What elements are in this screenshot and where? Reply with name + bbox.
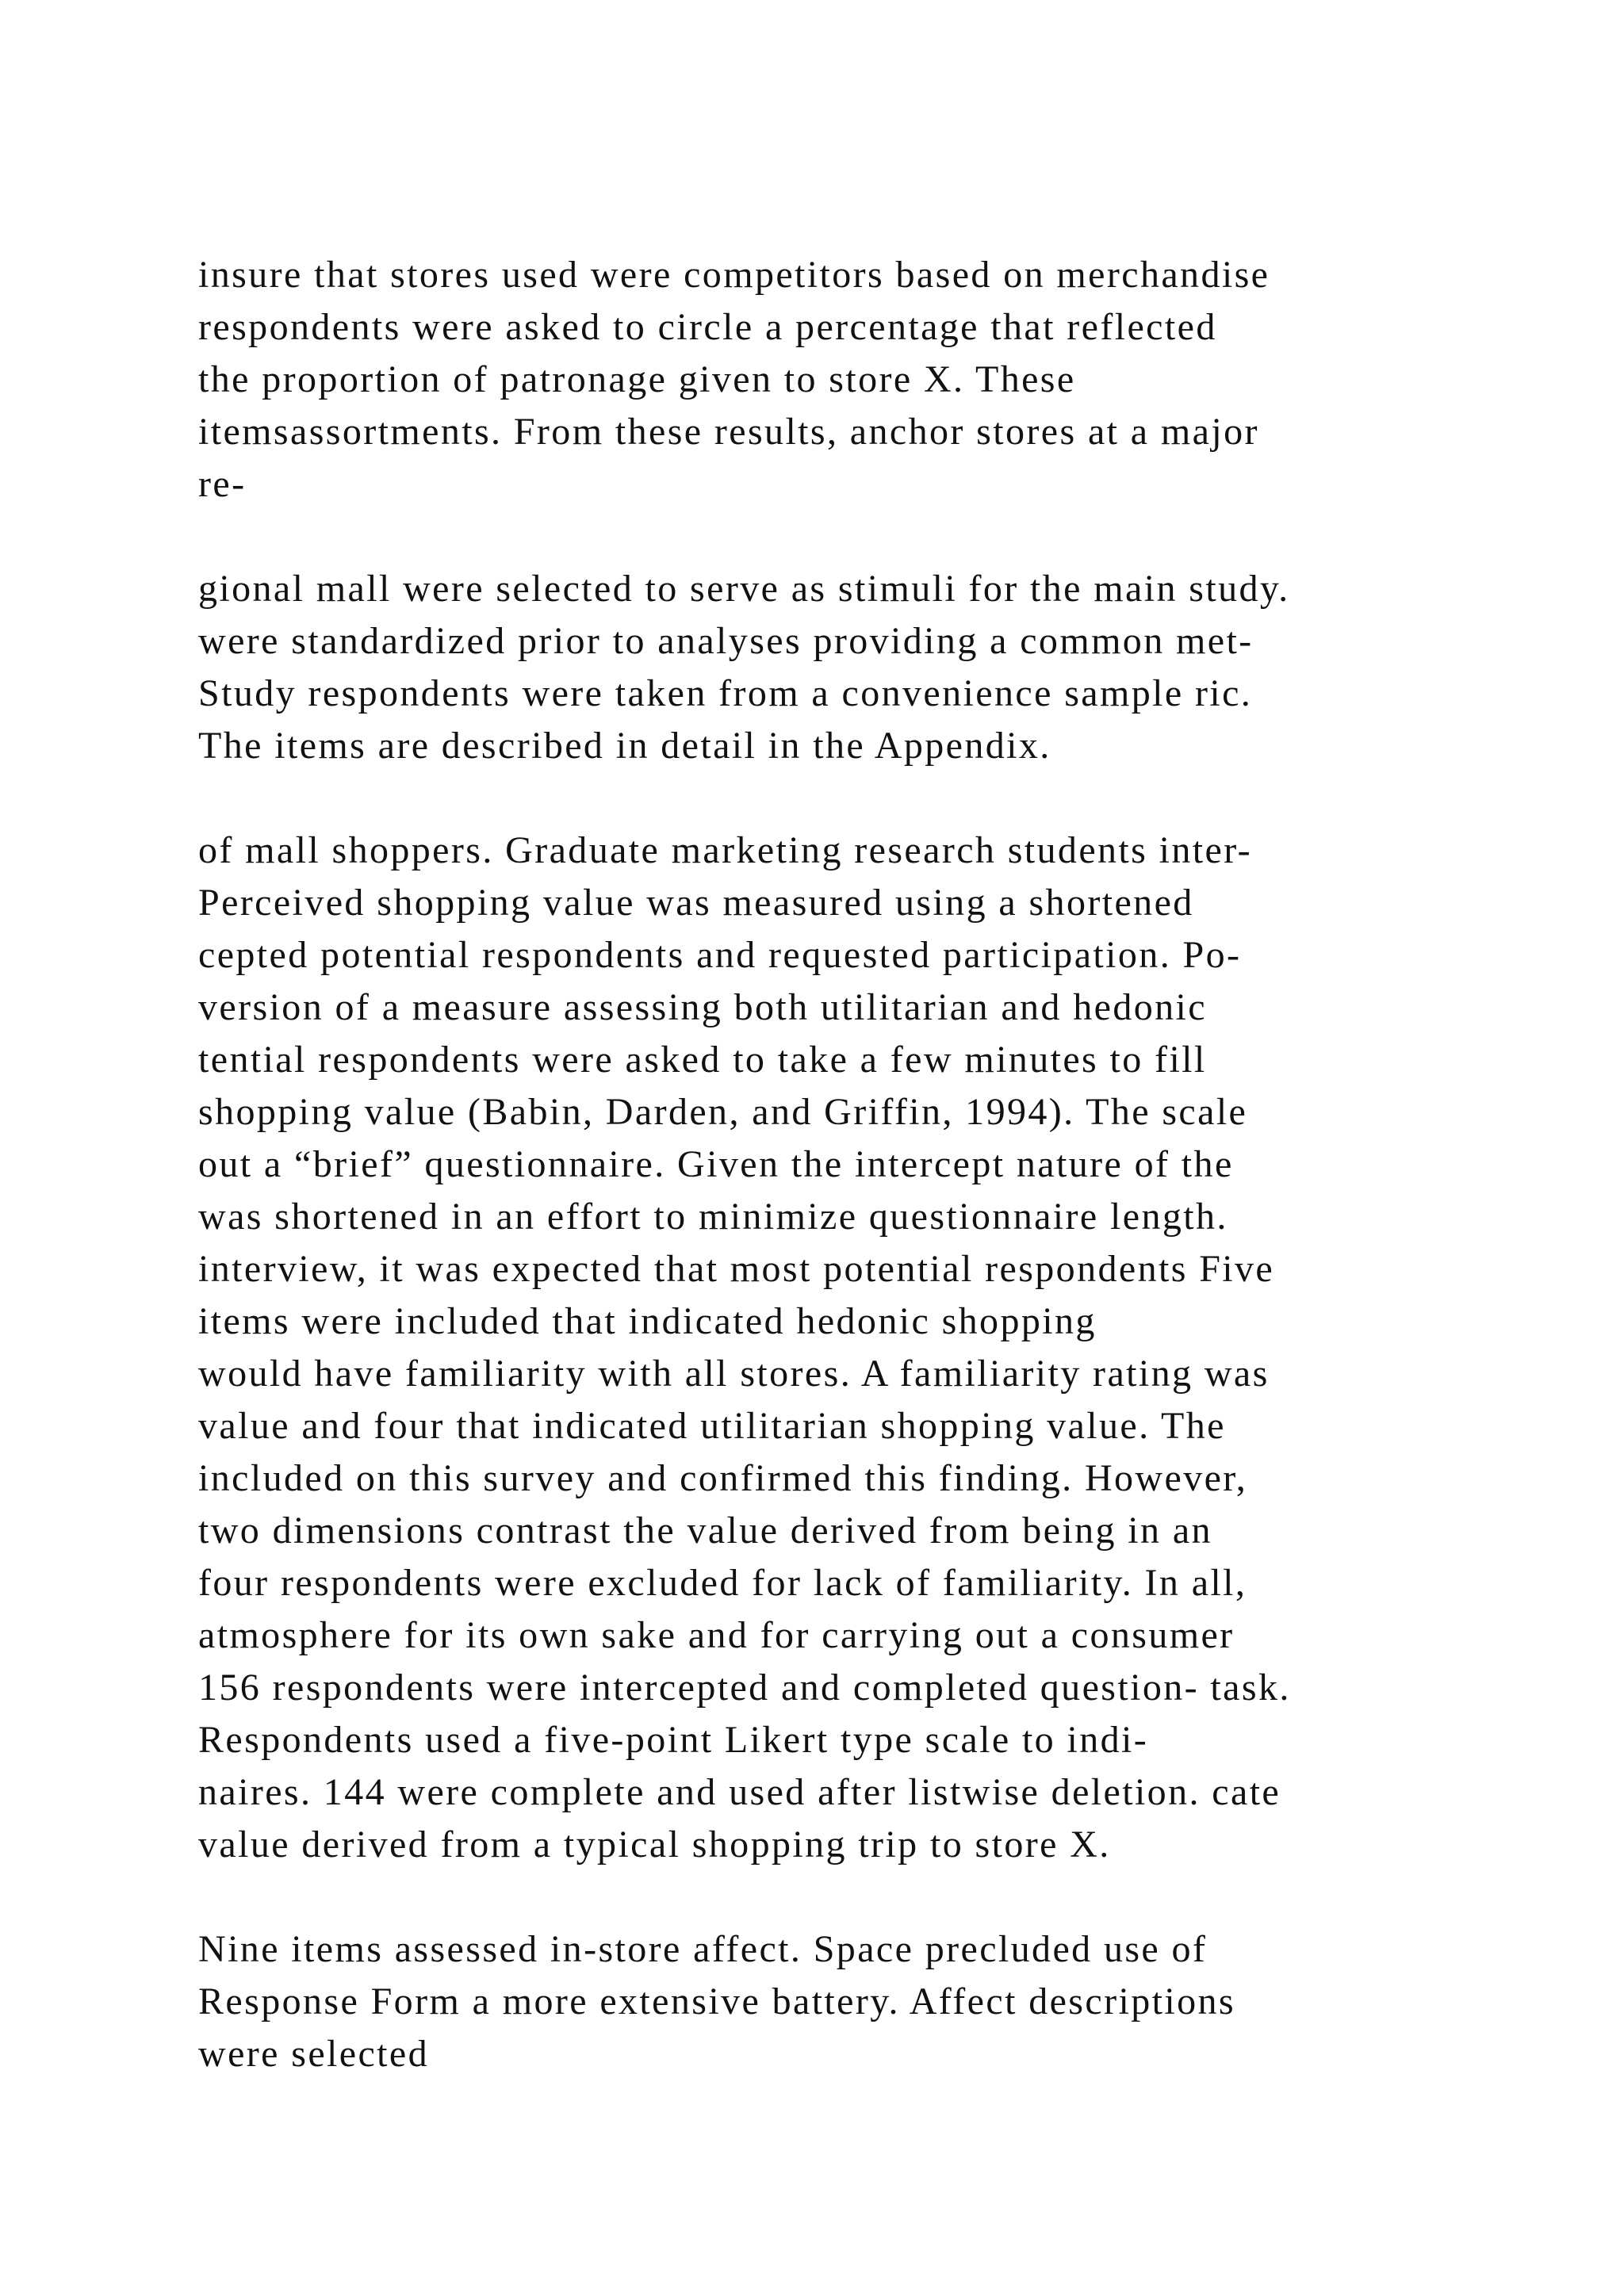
paragraph-1 (198, 249, 1435, 511)
text-line: Respondents used a five-point Likert type scale to indi- (198, 1719, 1149, 1761)
text-line: value and four that indicated utilitarian shopping value. The (198, 1405, 1226, 1447)
text-line: The items are described in detail in the Appendix. (198, 725, 1051, 767)
paragraph-4 (198, 1923, 1435, 2080)
text-line: was shortened in an effort to minimize questionnaire length. (198, 1196, 1228, 1238)
text-line: version of a measure assessing both utilitarian and hedonic (198, 986, 1207, 1028)
text-line: shopping value (Babin, Darden, and Griffin, 1994). The scale (198, 1091, 1248, 1133)
text-line: would have familiarity with all stores. A familiarity rating was (198, 1353, 1270, 1395)
text-line: Study respondents were taken from a convenience sample ric. (198, 672, 1253, 714)
text-line: two dimensions contrast the value derived from being in an (198, 1510, 1212, 1552)
text-line: gional mall were selected to serve as stimuli for the main study. (198, 568, 1290, 610)
text-line: atmosphere for its own sake and for carrying out a consumer (198, 1614, 1235, 1656)
text-line: Nine items assessed in-store affect. Space precluded use of (198, 1928, 1208, 1970)
text-line: 156 respondents were intercepted and completed question- task. (198, 1667, 1291, 1709)
text-line: out a “brief” questionnaire. Given the intercept nature of the (198, 1143, 1234, 1185)
text-line: re- (198, 463, 247, 505)
text-line: interview, it was expected that most potential respondents Five (198, 1248, 1275, 1290)
text-line: were standardized prior to analyses providing a common met- (198, 620, 1254, 662)
text-line: were selected (198, 2033, 430, 2075)
text-line: itemsassortments. From these results, anchor stores at a major (198, 411, 1259, 453)
text-line: items were included that indicated hedonic shopping (198, 1300, 1097, 1342)
paragraph-2 (198, 563, 1435, 772)
text-line: cepted potential respondents and requested participation. Po- (198, 934, 1242, 976)
text-line: respondents were asked to circle a percentage that reflected (198, 306, 1217, 348)
text-line: insure that stores used were competitors based on merchandise (198, 254, 1270, 296)
text-line: Perceived shopping value was measured using a shortened (198, 882, 1194, 924)
text-line: included on this survey and confirmed this finding. However, (198, 1457, 1248, 1499)
text-line: the proportion of patronage given to store X. These (198, 358, 1076, 400)
text-line: of mall shoppers. Graduate marketing research students inter- (198, 829, 1253, 871)
text-line: naires. 144 were complete and used after listwise deletion. cate (198, 1771, 1281, 1813)
text-line: tential respondents were asked to take a few minutes to fill (198, 1039, 1207, 1081)
text-line: four respondents were excluded for lack of familiarity. In all, (198, 1562, 1247, 1604)
text-line: Response Form a more extensive battery. Affect descriptions (198, 1980, 1235, 2022)
text-line: value derived from a typical shopping trip to store X. (198, 1823, 1111, 1866)
paragraph-3 (198, 825, 1435, 1871)
